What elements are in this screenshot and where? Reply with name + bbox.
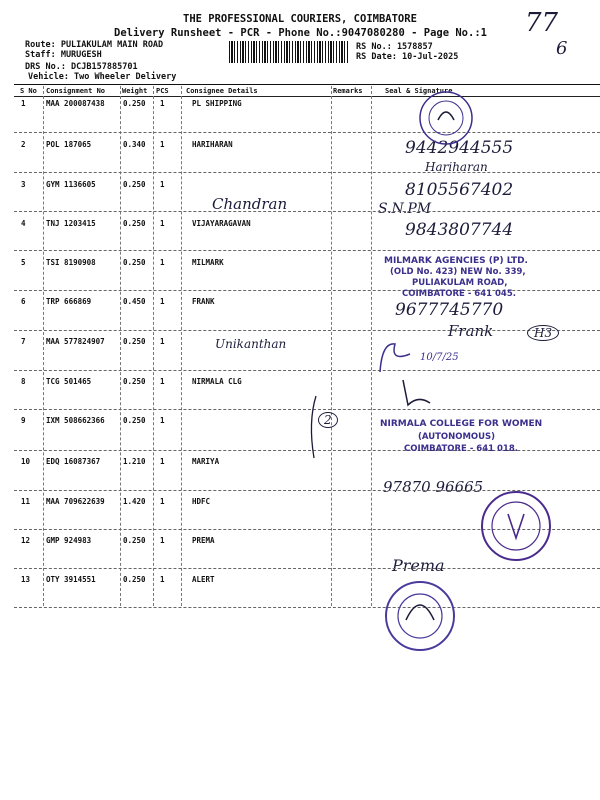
row-pcs: 1 [160,258,165,267]
row-sno: 10 [21,457,31,466]
column-divider [43,86,44,606]
row-pcs: 1 [160,180,165,189]
row-pcs: 1 [160,497,165,506]
stamp-line: (AUTONOMOUS) [418,432,496,442]
company-title: THE PROFESSIONAL COURIERS, COIMBATORE [183,13,417,25]
row-consignment: TNJ 1203415 [46,219,96,228]
row-divider [14,132,600,133]
handwritten-consignee: Unikanthan [215,337,287,351]
row-sno: 4 [21,219,26,228]
row-consignee: ALERT [192,575,215,584]
row-weight: 0.250 [123,99,146,108]
row-consignee: MARIYA [192,457,220,466]
row-sno: 1 [21,99,26,108]
handwritten-consignee: Chandran [212,195,288,213]
row-weight: 0.250 [123,536,146,545]
rs-date: RS Date: 10-Jul-2025 [356,52,459,62]
col-header-consignee: Consignee Details [186,87,258,95]
stamp-line: NIRMALA COLLEGE FOR WOMEN [380,419,543,429]
row-sno: 9 [21,416,26,425]
row-consignee: FRANK [192,297,215,306]
row-divider [14,370,600,371]
row-consignee: HARIHARAN [192,140,233,149]
round-seal-icon [480,490,552,562]
row-pcs: 1 [160,377,165,386]
col-header-weight: Weight [122,87,148,95]
column-divider [181,86,182,606]
barcode [229,41,350,63]
row-sno: 3 [21,180,26,189]
col-header-seal: Seal & Signature [385,87,453,95]
row-consignee: HDFC [192,497,211,506]
corner-handwritten-sub: 6 [556,38,568,59]
scribble-signature-icon [370,332,430,377]
row-consignment: GYM 1136605 [46,180,96,189]
col-header-sno: S No [20,87,37,95]
row-consignment: MAA 200087438 [46,99,105,108]
row-consignment: IXM 508662366 [46,416,105,425]
col-header-remarks: Remarks [333,87,363,95]
handwritten-signature: S.N.PM [378,201,432,217]
stamp-line: MILMARK AGENCIES (P) LTD. [384,256,528,266]
row-pcs: 1 [160,219,165,228]
row-divider [14,607,600,608]
row-consignee: NIRMALA CLG [192,377,242,386]
vehicle-label: Vehicle: Two Wheeler Delivery [28,72,177,82]
row-consignment: GMP 924983 [46,536,92,545]
row-pcs: 1 [160,536,165,545]
round-seal-icon [418,90,474,146]
row-divider [14,211,600,212]
row-sno: 5 [21,258,26,267]
row-consignee: PREMA [192,536,215,545]
handwritten-date: 10/7/25 [420,352,459,363]
row-sno: 12 [21,536,31,545]
row-sno: 6 [21,297,26,306]
row-pcs: 1 [160,416,165,425]
row-weight: 1.210 [123,457,146,466]
handwritten-phone: 9442944555 [405,138,514,158]
row-sno: 8 [21,377,26,386]
row-pcs: 1 [160,297,165,306]
row-divider [14,172,600,173]
row-weight: 0.250 [123,416,146,425]
row-pcs: 1 [160,99,165,108]
column-divider [153,86,154,606]
column-divider [120,86,121,606]
table-top-rule [14,84,600,85]
handwritten-phone: 8105567402 [405,180,514,200]
row-divider [14,330,600,331]
row-consignment: EDQ 16087367 [46,457,101,466]
row-sno: 7 [21,337,26,346]
row-sno: 11 [21,497,31,506]
row-weight: 0.250 [123,575,146,584]
handwritten-signature: Frank [448,322,494,340]
row-weight: 0.250 [123,377,146,386]
column-divider [331,86,332,606]
row-sno: 13 [21,575,31,584]
stamp-line: COIMBATORE - 641 045. [402,289,516,299]
row-weight: 0.250 [123,337,146,346]
row-weight: 0.250 [123,180,146,189]
handwritten-signature: Prema [392,556,445,575]
row-pcs: 1 [160,140,165,149]
row-pcs: 1 [160,575,165,584]
row-pcs: 1 [160,457,165,466]
drs-label: DRS No.: DCJB157885701 [25,62,138,72]
row-weight: 0.450 [123,297,146,306]
row-divider [14,568,600,569]
row-weight: 0.340 [123,140,146,149]
row-consignee: VIJAYARAGAVAN [192,219,251,228]
handwritten-phone: 9677745770 [395,300,504,320]
table-header-rule [14,96,600,97]
runsheet-line: Delivery Runsheet - PCR - Phone No.:9047080280 - Page No.:1 [114,27,487,39]
row-consignee: MILMARK [192,258,224,267]
scribble-signature-icon [398,375,438,410]
handwritten-signature: Hariharan [425,160,488,174]
row-consignment: MAA 577824907 [46,337,105,346]
row-consignee: PL SHIPPING [192,99,242,108]
row-consignment: TRP 666869 [46,297,92,306]
row-weight: 0.250 [123,219,146,228]
circled-mark: H3 [527,325,559,341]
rs-number: RS No.: 1578857 [356,42,433,52]
circled-mark: 2 [318,412,338,428]
row-weight: 1.420 [123,497,146,506]
row-consignment: OTY 3914551 [46,575,96,584]
handwritten-phone: 97870 96665 [383,478,484,496]
staff-label: Staff: MURUGESH [25,50,102,60]
row-consignment: TSI 8190908 [46,258,96,267]
row-divider [14,250,600,251]
round-seal-icon [384,580,456,652]
handwritten-phone: 9843807744 [405,220,514,240]
row-sno: 2 [21,140,26,149]
stamp-line: (OLD No. 423) NEW No. 339, [390,267,526,277]
row-consignment: POL 187065 [46,140,92,149]
stamp-line: PULIAKULAM ROAD, [412,278,508,288]
corner-handwritten-note: 77 [525,8,559,38]
row-pcs: 1 [160,337,165,346]
route-label: Route: PULIAKULAM MAIN ROAD [25,40,164,50]
row-consignment: TCG 501465 [46,377,92,386]
col-header-consignment: Consignment No [46,87,106,95]
stamp-line: COIMBATORE - 641 018. [404,444,518,454]
bracket-mark-icon [300,392,326,462]
row-consignment: MAA 709622639 [46,497,105,506]
col-header-pcs: PCS [156,87,169,95]
row-weight: 0.250 [123,258,146,267]
